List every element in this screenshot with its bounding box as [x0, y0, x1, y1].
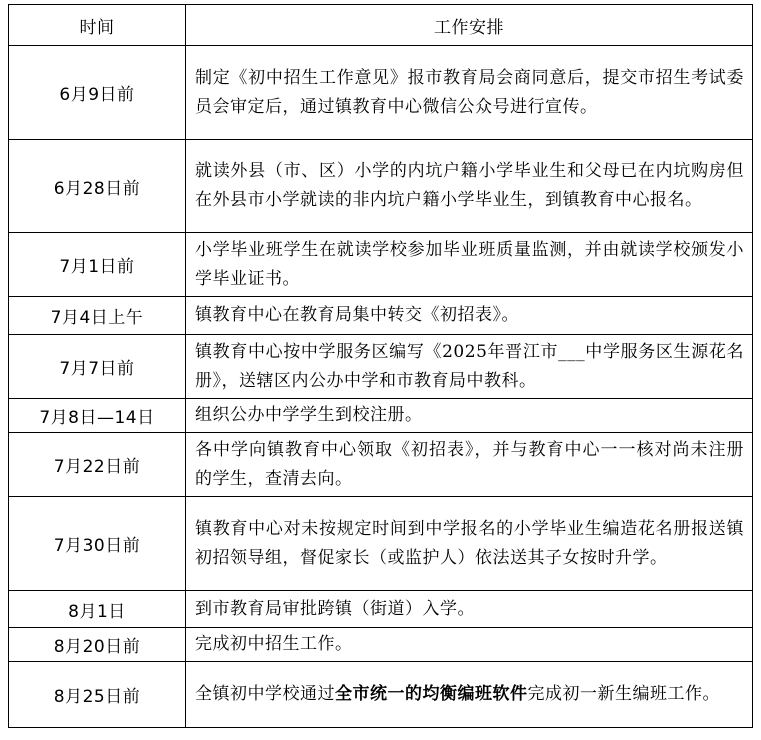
row-task: 各中学向镇教育中心领取《初招表》，并与教育中心一一核对尚未注册的学生，查清去向。	[186, 433, 753, 497]
header-time: 时间	[9, 5, 186, 46]
task-text-before: 全镇初中学校通过	[195, 684, 335, 704]
task-text-after: 完成初一新生编班工作。	[527, 684, 720, 704]
row-time: 7月22日前	[9, 433, 186, 497]
table-row	[9, 433, 753, 497]
row-task: 小学毕业班学生在就读学校参加毕业班质量监测，并由就读学校颁发小学毕业证书。	[186, 233, 753, 297]
table-row	[9, 628, 753, 662]
row-task: 镇教育中心在教育局集中转交《初招表》。	[186, 297, 753, 335]
header-work-arrangement: 工作安排	[186, 5, 753, 46]
row-task: 镇教育中心对未按规定时间到中学报名的小学毕业生编造花名册报送镇初招领导组，督促家长（或监护人）依法送其子女按时升学。	[186, 497, 753, 591]
row-time: 7月30日前	[9, 497, 186, 591]
table-row	[9, 297, 753, 335]
table-row	[9, 662, 753, 728]
row-time: 7月8日—14日	[9, 399, 186, 433]
task-text-bold: 全市统一的均衡编班软件	[335, 684, 528, 704]
row-task: 完成初中招生工作。	[186, 628, 753, 662]
table-row	[9, 591, 753, 628]
schedule-table	[8, 4, 753, 728]
row-task: 组织公办中学学生到校注册。	[186, 399, 753, 433]
row-task: 镇教育中心按中学服务区编写《2025年晋江市___中学服务区生源花名册》，送辖区内公办中学和市教育局中教科。	[186, 335, 753, 399]
table-row	[9, 140, 753, 233]
row-time: 8月25日前	[9, 662, 186, 728]
row-task	[186, 662, 753, 728]
row-time: 8月1日	[9, 591, 186, 628]
row-time: 7月1日前	[9, 233, 186, 297]
table-row	[9, 335, 753, 399]
table-row	[9, 46, 753, 140]
row-time: 6月9日前	[9, 46, 186, 140]
header-row	[9, 5, 753, 46]
row-time: 7月4日上午	[9, 297, 186, 335]
row-time: 7月7日前	[9, 335, 186, 399]
row-task: 制定《初中招生工作意见》报市教育局会商同意后，提交市招生考试委员会审定后，通过镇教育中心微信公众号进行宣传。	[186, 46, 753, 140]
table-row	[9, 233, 753, 297]
row-task: 到市教育局审批跨镇（街道）入学。	[186, 591, 753, 628]
row-time: 6月28日前	[9, 140, 186, 233]
row-task: 就读外县（市、区）小学的内坑户籍小学毕业生和父母已在内坑购房但在外县市小学就读的非内坑户籍小学毕业生，到镇教育中心报名。	[186, 140, 753, 233]
row-time: 8月20日前	[9, 628, 186, 662]
table-row	[9, 399, 753, 433]
table-row	[9, 497, 753, 591]
